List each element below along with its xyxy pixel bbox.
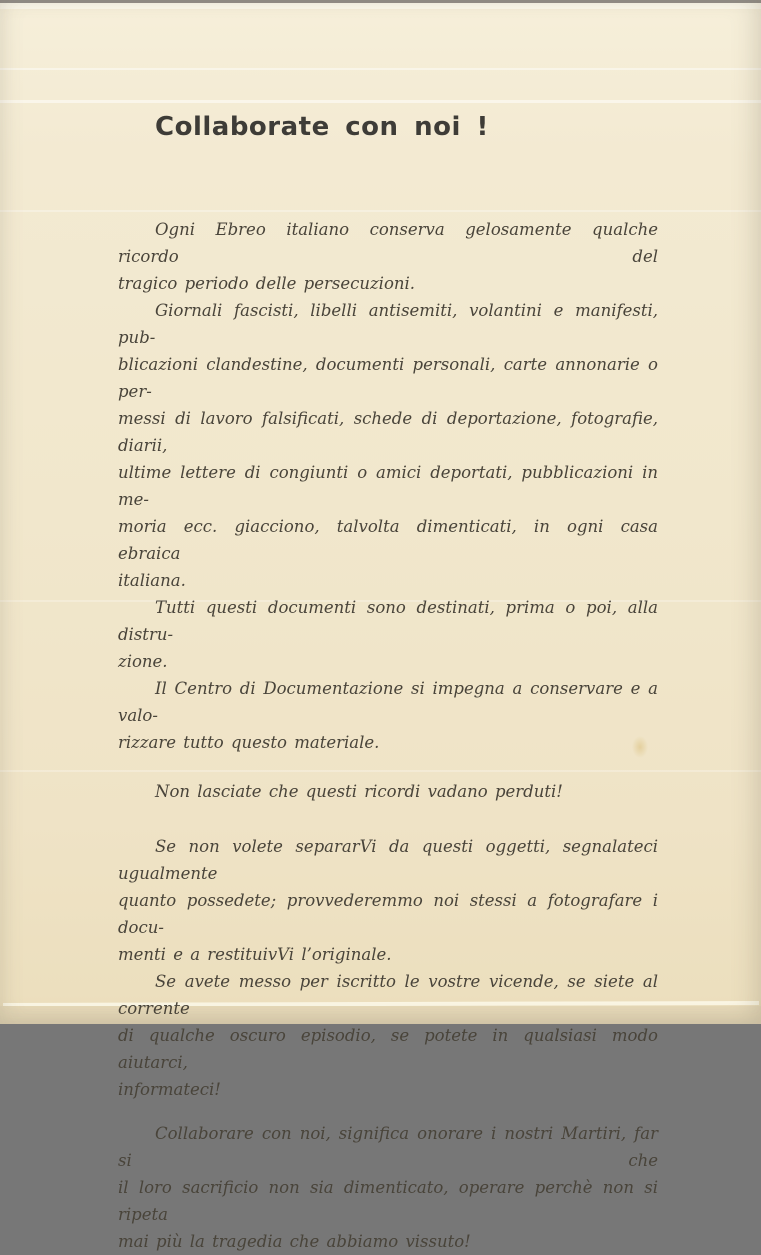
- paragraph-7: [118, 968, 658, 1103]
- text-line: di qualche oscuro episodio, se potete in qualsiasi modo aiutarci,: [118, 1026, 658, 1072]
- paragraph-2: [118, 297, 658, 594]
- paper-crease-line: [0, 68, 761, 70]
- paragraph-1: [118, 216, 658, 297]
- document-body: [118, 216, 658, 1255]
- paragraph-8: [118, 1120, 658, 1255]
- page-content: [118, 112, 658, 1255]
- text-line: Il Centro di Documentazione si impegna a conservare e a valo-: [118, 679, 658, 725]
- text-line: Ogni Ebreo italiano conserva gelosamente qualche ricordo del: [118, 220, 658, 266]
- text-line: blicazioni clandestine, documenti personali, carte annonarie o per-: [118, 355, 658, 401]
- text-line: zione.: [118, 652, 168, 671]
- paragraph-4: [118, 675, 658, 756]
- paragraph-3: [118, 594, 658, 675]
- paragraph-6: [118, 833, 658, 968]
- text-line: il loro sacrificio non sia dimenticato, operare perchè non si ripeta: [118, 1178, 658, 1224]
- text-line: Collaborare con noi, significa onorare i nostri Martiri, far si che: [118, 1124, 658, 1170]
- text-line: Tutti questi documenti sono destinati, prima o poi, alla distru-: [118, 598, 658, 644]
- text-line: menti e a restituivVi l’originale.: [118, 945, 392, 964]
- text-line: rizzare tutto questo materiale.: [118, 733, 380, 752]
- paragraph-5-slogan: [118, 778, 658, 805]
- text-line: italiana.: [118, 571, 186, 590]
- paper-crease-line: [0, 100, 761, 103]
- text-line: Se non volete separarVi da questi oggetti, segnalateci ugualmente: [118, 837, 658, 883]
- text-line: tragico periodo delle persecuzioni.: [118, 274, 416, 293]
- text-line: Non lasciate che questi ricordi vadano perduti!: [155, 782, 563, 801]
- text-line: informateci!: [118, 1080, 221, 1099]
- text-line: Se avete messo per iscritto le vostre vicende, se siete al corrente: [118, 972, 658, 1018]
- text-line: ultime lettere di congiunti o amici deportati, pubblicazioni in me-: [118, 463, 658, 509]
- text-line: messi di lavoro falsificati, schede di deportazione, fotografie, diarii,: [118, 409, 658, 455]
- text-line: moria ecc. giacciono, talvolta dimenticati, in ogni casa ebraica: [118, 517, 658, 563]
- page-title: Collaborate con noi !: [155, 112, 489, 142]
- text-line: Giornali fascisti, libelli antisemiti, volantini e manifesti, pub-: [118, 301, 658, 347]
- scan-top-highlight: [0, 3, 761, 9]
- text-line: quanto possedete; provvederemmo noi stessi a fotografare i docu-: [118, 891, 658, 937]
- text-line: mai più la tragedia che abbiamo vissuto!: [118, 1232, 471, 1251]
